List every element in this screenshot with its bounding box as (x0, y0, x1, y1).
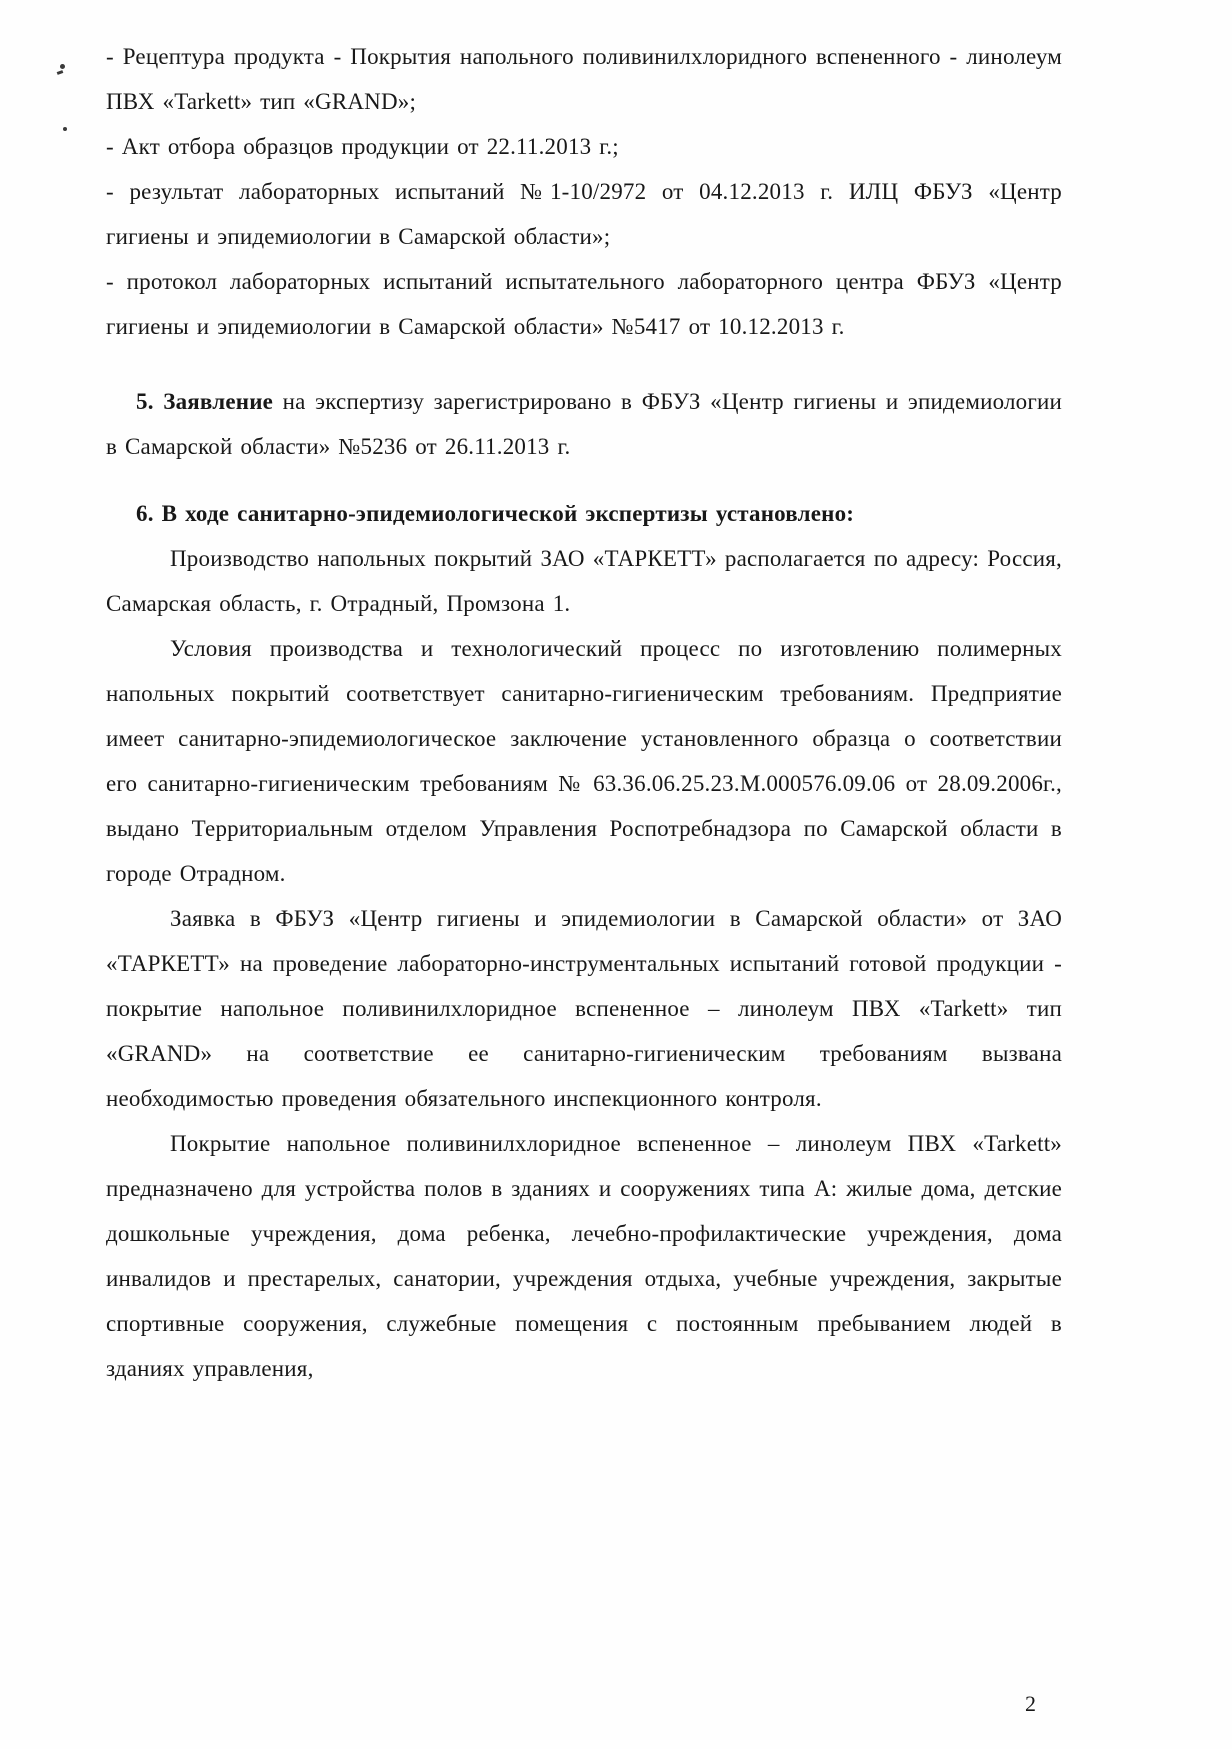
scan-artifact (60, 64, 65, 69)
section-6-title: В ходе санитарно-эпидемиологической экспертизы установлено: (161, 501, 855, 526)
scan-artifact (63, 127, 67, 131)
body-paragraph-purpose: Покрытие напольное поливинилхлоридное вспененное – линолеум ПВХ «Tarkett» предназначено для устройства полов в зданиях и сооружениях типа А: жилые дома, детские дошкольные учреждения, дома ребенка, лечебно-профилактические учреждения, дома инвалидов и престарелых, санатории, учреждения отдыха, учебные учреждения, закрытые спортивные сооружения, служебные помещения с постоянным пребыванием людей в зданиях управления, (106, 1131, 1062, 1381)
section-6-heading (106, 491, 1062, 536)
section-5-text: на экспертизу зарегистрировано в ФБУЗ «Центр гигиены и эпидемиологии в Самарской области» №5236 от 26.11.2013 г. (106, 389, 1063, 459)
section-5 (106, 379, 1062, 469)
list-item-lab-protocol: - протокол лабораторных испытаний испытательного лабораторного центра ФБУЗ «Центр гигиены и эпидемиологии в Самарской области» №5417 от 10.12.2013 г. (106, 269, 1062, 339)
list-item-recipe: - Рецептура продукта - Покрытия напольного поливинилхлоридного вспененного - линолеум ПВХ «Tarkett» тип «GRAND»; (106, 44, 1062, 114)
section-5-number: 5. (136, 389, 154, 414)
body-paragraph-production-address: Производство напольных покрытий ЗАО «ТАРКЕТТ» располагается по адресу: Россия, Самарская область, г. Отрадный, Промзона 1. (106, 546, 1062, 616)
body-paragraph-production-conditions: Условия производства и технологический процесс по изготовлению полимерных напольных покрытий соответствует санитарно-гигиеническим требованиям. Предприятие имеет санитарно-эпидемиологическое заключение установленного образца о соответствии его санитарно-гигиеническим требованиям № 63.36.06.25.23.М.000576.09.06 от 28.09.2006г., выдано Территориальным отделом Управления Роспотребнадзора по Самарской области в городе Отрадном. (106, 636, 1062, 886)
list-item-sampling-act: - Акт отбора образцов продукции от 22.11.2013 г.; (106, 134, 619, 159)
page-number: 2 (1025, 1691, 1036, 1716)
section-6-number: 6. (136, 501, 154, 526)
list-item-lab-result: - результат лабораторных испытаний №1-10/2972 от 04.12.2013 г. ИЛЦ ФБУЗ «Центр гигиены и эпидемиологии в Самарской области»; (106, 179, 1062, 249)
body-paragraph-application: Заявка в ФБУЗ «Центр гигиены и эпидемиологии в Самарской области» от ЗАО «ТАРКЕТТ» на проведение лабораторно-инструментальных испытаний готовой продукции - покрытие напольное поливинилхлоридное вспененное – линолеум ПВХ «Tarkett» тип «GRAND» на соответствие ее санитарно-гигиеническим требованиям вызвана необходимостью проведения обязательного инспекционного контроля. (106, 906, 1062, 1111)
section-5-title: Заявление (163, 389, 274, 414)
